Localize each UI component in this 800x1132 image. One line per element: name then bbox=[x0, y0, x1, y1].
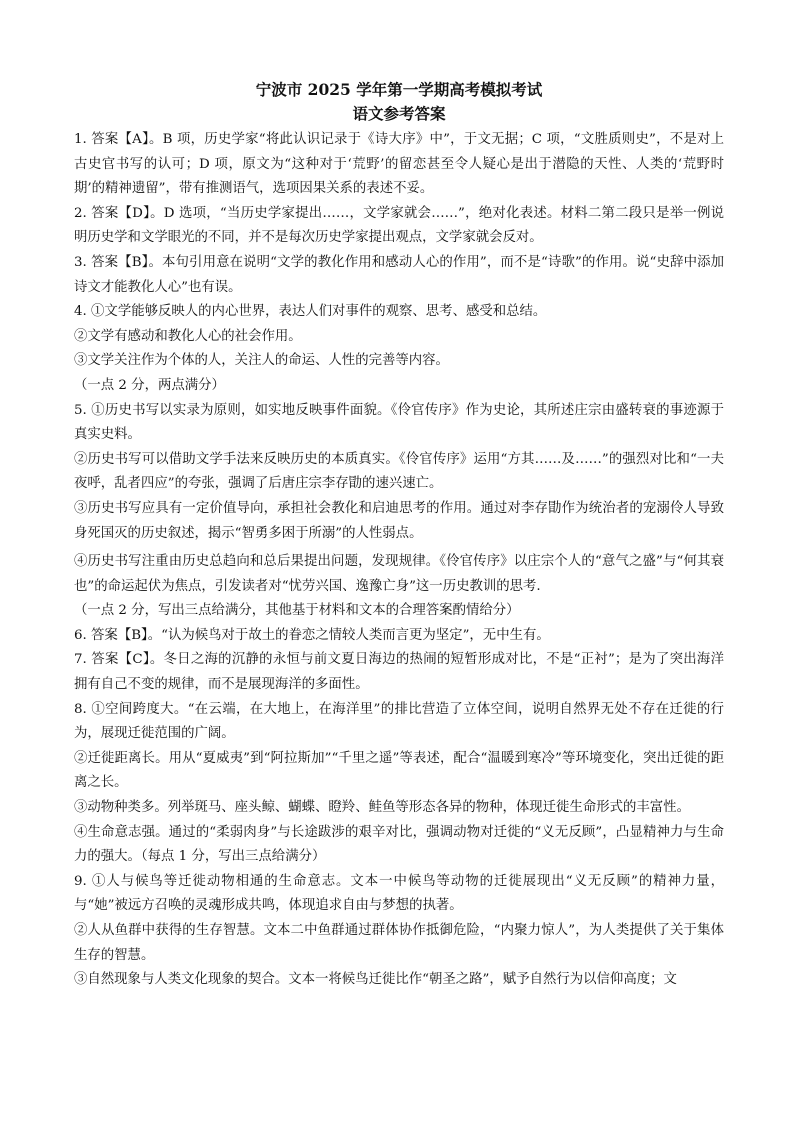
answer-8-point-1: 8. ①空间跨度大。“在云端，在大地上，在海洋里”的排比营造了立体空间，说明自然界无处不存在迁徙的行为，展现迁徙范围的广阔。 bbox=[74, 701, 724, 742]
answer-key-page bbox=[74, 78, 724, 993]
answer-3: 3. 答案【B】。本句引用意在说明“文学的教化作用和感动人心的作用”，而不是“诗歌”的作用。说“史辞中添加诗文才能教化人心”也有误。 bbox=[74, 254, 724, 295]
answer-8-point-2: ②迁徙距离长。用从“夏威夷”到“阿拉斯加”“千里之遥”等表述，配合“温暖到寒冷”等环境变化，突出迁徙的距离之长。 bbox=[74, 750, 724, 791]
answer-2: 2. 答案【D】。D 选项，“当历史学家提出……，文学家就会……”，绝对化表述。材料二第二段只是举一例说明历史学和文学眼光的不同，并不是每次历史学家提出观点，文学家就会反对。 bbox=[74, 205, 724, 246]
answer-5-point-4: ④历史书写注重由历史总趋向和总后果提出问题，发现规律。《伶官传序》以庄宗个人的“意气之盛”与“何其衰也”的命运起伏为焦点，引发读者对“忧劳兴国、逸豫亡身”这一历史教训的思考. bbox=[74, 554, 724, 594]
answer-9-point-1: 9. ①人与候鸟等迁徙动物相通的生命意志。文本一中候鸟等动物的迁徙展现出“义无反顾”的精神力量，与“她”被远方召唤的灵魂形成共鸣，体现追求自由与梦想的执著。 bbox=[74, 873, 724, 914]
answer-8-point-4: ④生命意志强。通过的“柔弱肉身”与长途跋涉的艰辛对比，强调动物对迁徙的“义无反顾”，凸显精神力与生命力的强大。（每点 1 分，写出三点给满分） bbox=[74, 824, 724, 865]
answer-5-point-1: 5. ①历史书写以实录为原则，如实地反映事件面貌。《伶官传序》作为史论，其所述庄宗由盛转衰的事迹源于真实史料。 bbox=[74, 402, 724, 443]
document-subtitle: 语文参考答案 bbox=[352, 104, 446, 123]
answer-8-point-3: ③动物种类多。列举斑马、座头鲸、蝴蝶、瞪羚、鲑鱼等形态各异的物种，体现迁徙生命形式的丰富性。 bbox=[74, 800, 690, 816]
answer-5-point-3: ③历史书写应具有一定价值导向，承担社会教化和启迪思考的作用。通过对李存勖作为统治者的宠溺伶人导致身死国灭的历史叙述，揭示“智勇多困于所溺”的人性弱点。 bbox=[74, 500, 724, 541]
answer-4-scoring: （一点 2 分，两点满分） bbox=[74, 377, 225, 393]
answer-5-scoring: （一点 2 分，写出三点给满分，其他基于材料和文本的合理答案酌情给分） bbox=[74, 603, 520, 619]
answer-4-point-3: ③文学关注作为个体的人，关注人的命运、人性的完善等内容。 bbox=[74, 353, 449, 369]
answer-4-point-2: ②文学有感动和教化人心的社会作用。 bbox=[74, 328, 302, 344]
answer-4-point-1: 4. ①文学能够反映人的内心世界，表达人们对事件的观察、思考、感受和总结。 bbox=[74, 304, 547, 320]
answer-9-point-3: ③自然现象与人类文化现象的契合。文本一将候鸟迁徙比作“朝圣之路”，赋予自然行为以信仰高度；文 bbox=[74, 972, 677, 988]
document-title: 宁波市 2025 学年第一学期高考模拟考试 bbox=[255, 80, 543, 99]
answer-6: 6. 答案【B】。“认为候鸟对于故土的眷恋之情较人类而言更为坚定”，无中生有。 bbox=[74, 627, 550, 643]
answer-1: 1. 答案【A】。B 项，历史学家“将此认识记录于《诗大序》中”，于文无据；C 项，“文胜质则史”，不是对上古史官书写的认可；D 项，原文为“这种对于‘荒野’的留恋甚至令人疑心是出于潜隐的天性、人类的‘荒野时期’的精神遗留”，带有推测语气，选项因果关系的表述不妥。 bbox=[74, 132, 724, 197]
answer-5-point-2: ②历史书写可以借助文学手法来反映历史的本质真实。《伶官传序》运用“方其……及……”的强烈对比和“一夫夜呼，乱者四应”的夸张，强调了后唐庄宗李存勖的速兴速亡。 bbox=[74, 451, 724, 492]
answer-7: 7. 答案【C】。冬日之海的沉静的永恒与前文夏日海边的热闹的短暂形成对比，不是“正衬”；是为了突出海洋拥有自己不变的规律，而不是展现海洋的多面性。 bbox=[74, 652, 724, 693]
answer-9-point-2: ②人从鱼群中获得的生存智慧。文本二中鱼群通过群体协作抵御危险，“内聚力惊人”，为人类提供了关于集体生存的智慧。 bbox=[74, 923, 724, 963]
